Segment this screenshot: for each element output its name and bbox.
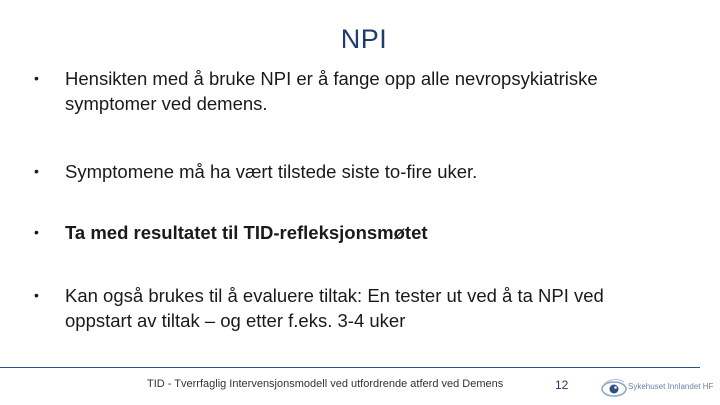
bullet-dot: • xyxy=(34,70,39,86)
bullet-text: Kan også brukes til å evaluere tiltak: En tester ut ved å ta NPI ved oppstart av tiltak – og etter f.eks. 3-4 uker xyxy=(65,285,604,331)
organization-logo xyxy=(600,376,714,400)
page-number: 12 xyxy=(555,378,569,392)
bullet-dot: • xyxy=(34,224,39,240)
bullet-dot: • xyxy=(34,163,39,179)
bullet-item xyxy=(34,159,674,184)
bullet-text: Hensikten med å bruke NPI er å fange opp alle nevropsykiatriske symptomer ved demens. xyxy=(65,68,598,114)
bullet-text: Symptomene må ha vært tilstede siste to-fire uker. xyxy=(65,161,478,182)
logo-text: Sykehuset Innlandet HF xyxy=(628,382,714,391)
bullet-text: Ta med resultatet til TID-refleksjonsmøtet xyxy=(65,222,428,243)
footer-divider xyxy=(0,367,700,368)
footer-text: TID - Tverrfaglig Intervensjonsmodell ved utfordrende atferd ved Demens xyxy=(147,378,504,390)
bullet-item xyxy=(34,220,674,245)
eye-swirl-logo-icon xyxy=(600,376,628,400)
bullet-item xyxy=(34,283,674,333)
slide-title: NPI xyxy=(340,24,388,54)
bullet-item xyxy=(34,66,674,116)
bullet-dot: • xyxy=(34,287,39,303)
